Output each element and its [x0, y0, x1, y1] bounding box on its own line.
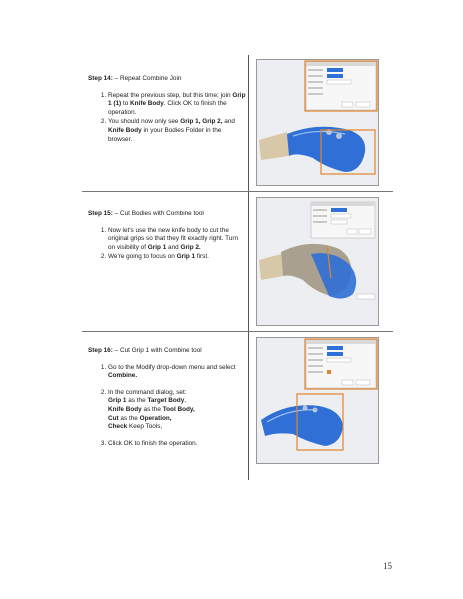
step-item: 2. You should now only see Grip 1, Grip 2, and Knife Body in your Bodies Folder in the browser. — [108, 118, 246, 144]
step-item: 1. Go to the Modify drop-down menu and select Combine. — [108, 364, 246, 381]
step-item: 3. Click OK to finish the operation. — [108, 440, 246, 449]
combine-dialog — [311, 202, 375, 238]
row-divider-1 — [82, 191, 393, 192]
step-title: Step 15: – Cut Bodies with Combine tool — [88, 210, 204, 217]
step-item: 1. Now let's use the new knife body to cut the original grips so that they fit exactly right. Turn on visibility of Grip 1 and Grip 2. — [108, 227, 246, 253]
page-number: 15 — [383, 561, 392, 571]
step-item: 2. We're going to focus on Grip 1 first. — [108, 253, 246, 262]
step-title: Step 16: – Cut Grip 1 with Combine tool — [88, 347, 202, 354]
step-list — [88, 227, 246, 262]
step-15 — [88, 210, 246, 263]
combine-dialog — [305, 61, 377, 111]
step-16 — [88, 347, 246, 449]
step-list — [88, 92, 246, 145]
step-item: 1. Repeat the previous step, but this time; join Grip 1 (1) to Knife Body. Click OK to finish the operation. — [108, 92, 246, 118]
screenshot-cut-bodies — [256, 197, 379, 326]
screenshot-combine-join — [256, 59, 379, 186]
step-item: 2. In the command dialog, set: Grip 1 as the Target Body, Knife Body as the Tool Body, Cut as the Operation, Check Keep Tools, — [108, 389, 246, 432]
step-title: Step 14: – Repeat Combine Join — [88, 75, 182, 82]
step-list — [88, 364, 246, 449]
step-14 — [88, 75, 246, 145]
column-divider — [248, 55, 249, 480]
row-divider-2 — [82, 331, 393, 332]
screenshot-cut-grip — [256, 337, 379, 464]
combine-dialog — [305, 339, 377, 389]
